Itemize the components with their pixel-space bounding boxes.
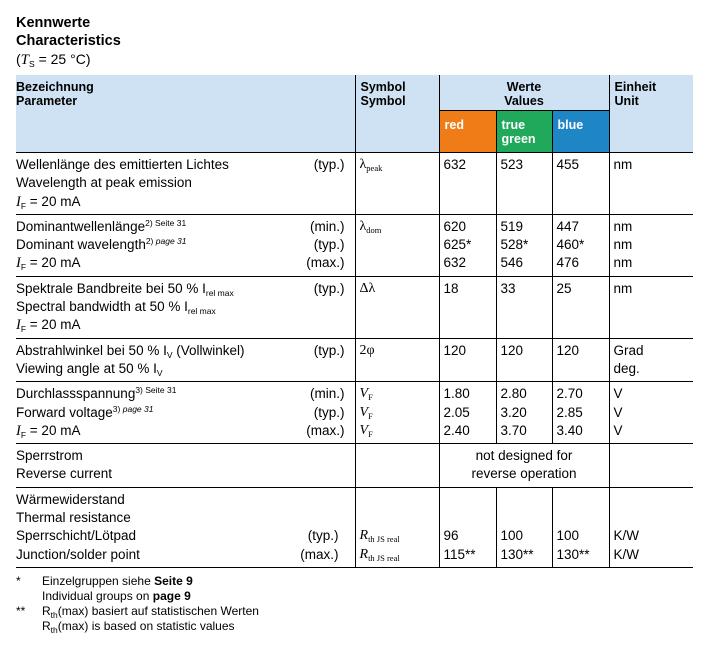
footnote-double-star: ** $R_{th}(\max)$ basiert auf statistischen Werten $R_{th}(\max)$ is based on statistic values xyxy=(16,604,259,635)
table-row-thermal-resistance xyxy=(16,487,693,567)
symbol-vf: $V_F$ $V_F$ $V_F$ xyxy=(355,382,439,444)
param-forward-voltage: Durchlassspannung$^{3) Seite 31}$ (min.) Forward voltage$^{3) page 31}$ (typ.) $I_F = 20$ mA (max.) xyxy=(16,382,355,444)
title-german: Kennwerte xyxy=(16,15,91,31)
characteristics-table xyxy=(16,75,693,568)
value-red: 620 625* 632 xyxy=(439,214,496,276)
value-red: 18 xyxy=(439,276,496,338)
table-row-wavelength xyxy=(16,153,693,215)
footnote-single-star: * Einzelgruppen siehe Seite 9 Individual groups on page 9 xyxy=(16,574,193,603)
table-header-row xyxy=(16,75,693,111)
value-blue: 120 xyxy=(552,338,609,382)
table-bottom-rule xyxy=(16,567,693,568)
symbol-two-phi: 2φ xyxy=(355,338,439,382)
title-english: Characteristics xyxy=(16,33,121,49)
value-green: 33 xyxy=(496,276,552,338)
param-reverse-current: Sperrstrom Reverse current xyxy=(16,444,355,488)
value-red: 632 xyxy=(439,153,496,215)
value-blue: 447 460* 476 xyxy=(552,214,609,276)
header-red: red xyxy=(439,111,496,153)
table-row-viewing-angle xyxy=(16,338,693,382)
param-wavelength: Wellenlänge des emittierten Lichtes (typ.) Wavelength at peak emission $I_F = 20$ mA xyxy=(16,153,355,215)
table-row-spectral-bandwidth xyxy=(16,276,693,338)
value-red: 1.80 2.05 2.40 xyxy=(439,382,496,444)
value-green: 100 130** xyxy=(496,487,552,567)
symbol-lambda-dom: $\lambda_{dom}$ xyxy=(355,214,439,276)
value-green: 120 xyxy=(496,338,552,382)
header-blue: blue xyxy=(552,111,609,153)
test-condition: ($T_S = 25$ °C) xyxy=(16,51,91,69)
reverse-operation-note: not designed for reverse operation xyxy=(439,444,609,488)
footnotes xyxy=(16,574,259,634)
unit: nm xyxy=(609,153,693,215)
value-green: 519 528* 546 xyxy=(496,214,552,276)
symbol-delta-lambda: Δλ xyxy=(355,276,439,338)
table-row-reverse-current xyxy=(16,444,693,488)
table-row-forward-voltage xyxy=(16,382,693,444)
header-unit: Einheit Unit xyxy=(609,75,693,153)
unit: nm nm nm xyxy=(609,214,693,276)
value-blue: 100 130** xyxy=(552,487,609,567)
header-true-green: true green xyxy=(496,111,552,153)
unit: nm xyxy=(609,276,693,338)
header-parameter: Bezeichnung Parameter xyxy=(16,75,355,153)
unit: Grad deg. xyxy=(609,338,693,382)
param-dominant-wavelength: Dominantwellenlänge$^{2) Seite 31}$ (min.) Dominant wavelength$^{2) page 31}$ (typ.) $I_F = 20$ mA (max.) xyxy=(16,214,355,276)
value-blue: 455 xyxy=(552,153,609,215)
value-blue: 2.70 2.85 3.40 xyxy=(552,382,609,444)
symbol-rth: $R_{th JS real}$ $R_{th JS real}$ xyxy=(355,487,439,567)
value-green: 523 xyxy=(496,153,552,215)
header-values: Werte Values xyxy=(439,75,609,111)
param-thermal-resistance: Wärmewiderstand Thermal resistance Sperrschicht/Lötpad (typ.) Junction/solder point (max.) xyxy=(16,487,355,567)
symbol-lambda-peak: $\lambda_{peak}$ xyxy=(355,153,439,215)
unit: V V V xyxy=(609,382,693,444)
value-red: 96 115** xyxy=(439,487,496,567)
param-viewing-angle: Abstrahlwinkel bei 50 % $I_V$ (Vollwinkel) (typ.) Viewing angle at 50 % $I_V$ xyxy=(16,338,355,382)
value-red: 120 xyxy=(439,338,496,382)
section-heading xyxy=(16,14,121,69)
value-green: 2.80 3.20 3.70 xyxy=(496,382,552,444)
symbol-empty xyxy=(355,444,439,488)
table-row-dominant-wavelength xyxy=(16,214,693,276)
unit xyxy=(609,444,693,488)
header-symbol: Symbol Symbol xyxy=(355,75,439,153)
param-spectral-bandwidth: Spektrale Bandbreite bei 50 % $I_{rel max}$ (typ.) Spectral bandwidth at 50 % $I_{rel max}$ $I_F = 20$ mA xyxy=(16,276,355,338)
unit: K/W K/W xyxy=(609,487,693,567)
value-blue: 25 xyxy=(552,276,609,338)
